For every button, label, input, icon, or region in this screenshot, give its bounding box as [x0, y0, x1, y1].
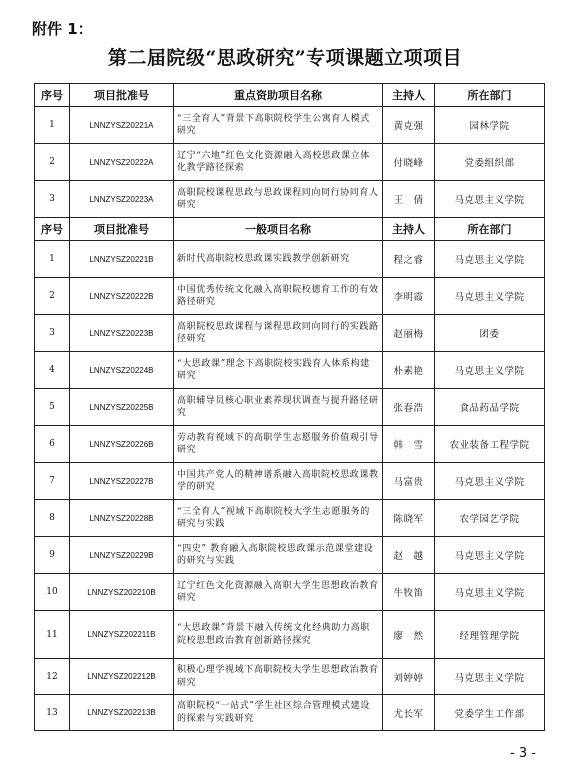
cell-code: LNNZYSZ202211B: [70, 611, 174, 659]
cell-host: 牛牧笛: [383, 574, 435, 611]
seq-header: 序号: [35, 218, 70, 241]
document-title: 第二届院级“思政研究”专项课题立项项目: [107, 47, 463, 69]
general-section-header-row: [35, 218, 545, 241]
name-header: 一般项目名称: [174, 218, 383, 241]
cell-seq: 6: [35, 426, 70, 463]
cell-host: 王 倩: [383, 181, 435, 218]
table-row: [35, 574, 545, 611]
cell-code: LNNZYSZ20222B: [70, 278, 174, 315]
table-row: [35, 181, 545, 218]
cell-host: 刘婷婷: [383, 659, 435, 695]
cell-name: “大思政课”理念下高职院校实践育人体系构建研究: [174, 352, 383, 389]
dept-header: 所在部门: [435, 218, 545, 241]
cell-seq: 1: [35, 241, 70, 278]
cell-seq: 11: [35, 611, 70, 659]
attachment-label: 附件 1：: [32, 20, 93, 38]
cell-code: LNNZYSZ20226B: [70, 426, 174, 463]
dept-header: 所在部门: [435, 84, 545, 107]
table-row: [35, 389, 545, 426]
cell-name: 辽宁“六地”红色文化资源融入高校思政课立体化教学路径探索: [174, 144, 383, 181]
cell-host: 程之睿: [383, 241, 435, 278]
cell-seq: 4: [35, 352, 70, 389]
cell-dept: 马克思主义学院: [435, 278, 545, 315]
table-row: [35, 426, 545, 463]
cell-name: 中国共产党人的精神谱系融入高职院校思政课教学的研究: [174, 463, 383, 500]
cell-dept: 马克思主义学院: [435, 463, 545, 500]
cell-seq: 12: [35, 659, 70, 695]
code-header: 项目批准号: [70, 218, 174, 241]
cell-code: LNNZYSZ202210B: [70, 574, 174, 611]
cell-host: 马富贵: [383, 463, 435, 500]
cell-name: 辽宁红色文化资源融入高职大学生思想政治教育研究: [174, 574, 383, 611]
cell-name: 高职院校“一站式”学生社区综合管理模式建设的探索与实践研究: [174, 695, 383, 731]
cell-name: “三全育人”背景下高职院校学生公寓育人模式研究: [174, 107, 383, 144]
cell-dept: 马克思主义学院: [435, 574, 545, 611]
cell-dept: 马克思主义学院: [435, 537, 545, 574]
table-row: [35, 463, 545, 500]
cell-seq: 9: [35, 537, 70, 574]
key-section-header-row: [35, 84, 545, 107]
cell-dept: 马克思主义学院: [435, 659, 545, 695]
cell-name: 劳动教育视域下的高职学生志愿服务价值观引导研究: [174, 426, 383, 463]
cell-dept: 园林学院: [435, 107, 545, 144]
table-row: [35, 107, 545, 144]
table-row: [35, 695, 545, 731]
table-row: [35, 315, 545, 352]
cell-code: LNNZYSZ202212B: [70, 659, 174, 695]
cell-host: 付晓峰: [383, 144, 435, 181]
cell-name: “三全育人”视域下高职院校大学生志愿服务的研究与实践: [174, 500, 383, 537]
cell-seq: 5: [35, 389, 70, 426]
cell-seq: 3: [35, 181, 70, 218]
cell-host: 陈晓军: [383, 500, 435, 537]
name-header: 重点资助项目名称: [174, 84, 383, 107]
cell-dept: 农学园艺学院: [435, 500, 545, 537]
cell-seq: 10: [35, 574, 70, 611]
cell-code: LNNZYSZ20228B: [70, 500, 174, 537]
project-table: [34, 83, 545, 731]
cell-host: 李明霞: [383, 278, 435, 315]
cell-host: 黄克强: [383, 107, 435, 144]
cell-code: LNNZYSZ20223B: [70, 315, 174, 352]
cell-name: 高职辅导员核心职业素养现状调查与提升路径研究: [174, 389, 383, 426]
cell-dept: 团委: [435, 315, 545, 352]
cell-name: 中国优秀传统文化融入高职院校德育工作的有效路径研究: [174, 278, 383, 315]
host-header: 主持人: [383, 218, 435, 241]
page-number: - 3 -: [510, 746, 536, 761]
cell-dept: 食品药品学院: [435, 389, 545, 426]
cell-code: LNNZYSZ20221A: [70, 107, 174, 144]
code-header: 项目批准号: [70, 84, 174, 107]
cell-dept: 党委学生工作部: [435, 695, 545, 731]
cell-dept: 农业装备工程学院: [435, 426, 545, 463]
cell-host: 赵丽梅: [383, 315, 435, 352]
cell-host: 尤长军: [383, 695, 435, 731]
cell-host: 朴素艳: [383, 352, 435, 389]
table-row: [35, 537, 545, 574]
cell-name: 新时代高职院校思政课实践教学创新研究: [174, 241, 383, 278]
cell-name: 积极心理学视域下高职院校大学生思想政治教育研究: [174, 659, 383, 695]
cell-code: LNNZYSZ20229B: [70, 537, 174, 574]
cell-seq: 2: [35, 144, 70, 181]
cell-seq: 2: [35, 278, 70, 315]
cell-host: 赵 越: [383, 537, 435, 574]
cell-name: “大思政课”背景下融入传统文化经典助力高职院校思想政治教育创新路径探究: [174, 611, 383, 659]
cell-seq: 8: [35, 500, 70, 537]
cell-dept: 马克思主义学院: [435, 181, 545, 218]
cell-name: “四史” 教育融入高职院校思政课示范课堂建设的研究与实践: [174, 537, 383, 574]
cell-seq: 1: [35, 107, 70, 144]
cell-seq: 7: [35, 463, 70, 500]
cell-code: LNNZYSZ20222A: [70, 144, 174, 181]
table-row: [35, 611, 545, 659]
host-header: 主持人: [383, 84, 435, 107]
cell-dept: 党委组织部: [435, 144, 545, 181]
cell-seq: 3: [35, 315, 70, 352]
cell-name: 高职院校课程思政与思政课程同向同行协同育人研究: [174, 181, 383, 218]
table-row: [35, 278, 545, 315]
cell-code: LNNZYSZ20221B: [70, 241, 174, 278]
table-row: [35, 352, 545, 389]
cell-code: LNNZYSZ202213B: [70, 695, 174, 731]
cell-code: LNNZYSZ20227B: [70, 463, 174, 500]
cell-code: LNNZYSZ20223A: [70, 181, 174, 218]
cell-dept: 马克思主义学院: [435, 352, 545, 389]
table-row: [35, 500, 545, 537]
seq-header: 序号: [35, 84, 70, 107]
cell-host: 廖 然: [383, 611, 435, 659]
cell-host: 张春浩: [383, 389, 435, 426]
table-row: [35, 659, 545, 695]
cell-code: LNNZYSZ20224B: [70, 352, 174, 389]
cell-host: 韩 雪: [383, 426, 435, 463]
table-row: [35, 144, 545, 181]
cell-code: LNNZYSZ20225B: [70, 389, 174, 426]
cell-dept: 经理管理学院: [435, 611, 545, 659]
cell-seq: 13: [35, 695, 70, 731]
table-row: [35, 241, 545, 278]
cell-dept: 马克思主义学院: [435, 241, 545, 278]
cell-name: 高职院校思政课程与课程思政同向同行的实践路径研究: [174, 315, 383, 352]
